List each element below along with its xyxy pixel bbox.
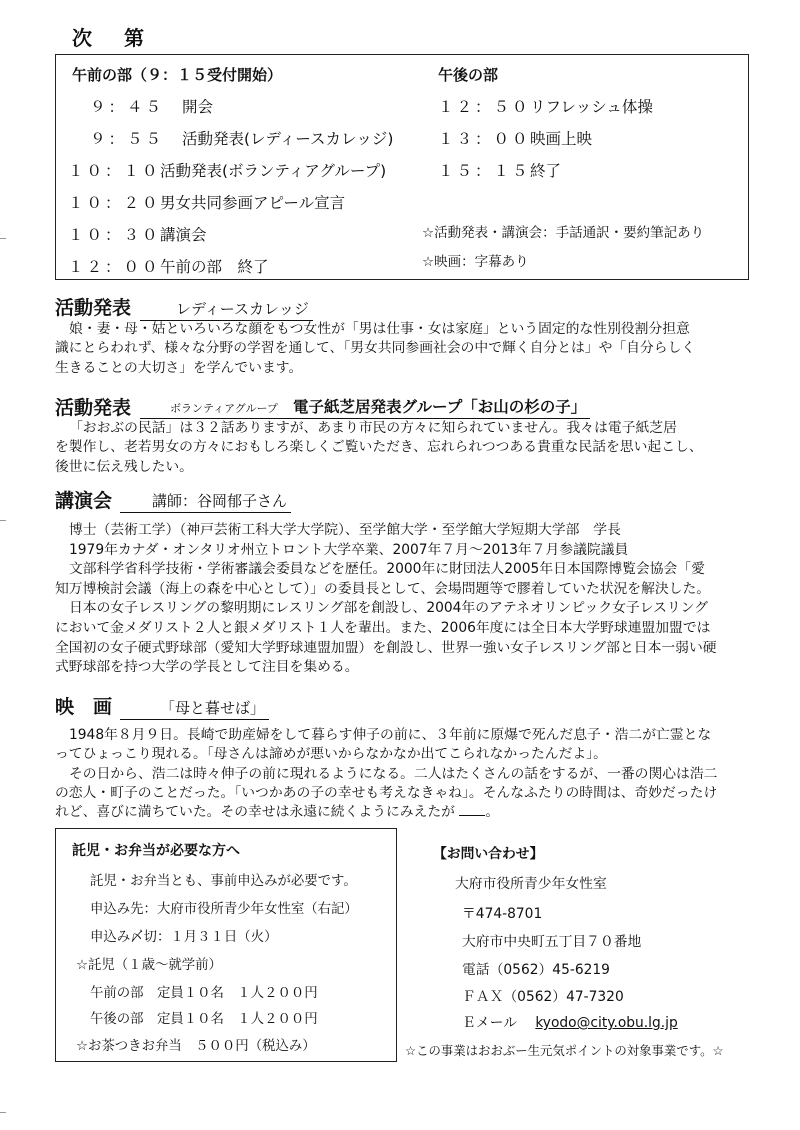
body-line: その日から、浩二は時々伸子の前に現れるようになる。二人はたくさんの話をするが、一番の関心は浩二 xyxy=(69,765,718,782)
section-subtitle: 「母と暮せば」 xyxy=(120,697,269,720)
childcare-line: 申込み〆切：１月３１日（火） xyxy=(90,930,278,945)
section-subtitle: 講師：谷岡郁子さん xyxy=(120,490,291,513)
item-time: １２：００ xyxy=(68,258,161,276)
item-label: 午前の部 終了 xyxy=(160,258,269,276)
morning-item xyxy=(90,127,393,149)
contact-email-row xyxy=(462,1011,678,1031)
contact-fax: ＦＡＸ（0562）47-7320 xyxy=(462,989,624,1005)
body-line: 全国初の女子硬式野球部（愛知大学野球連盟加盟）を創設し、世界一強い女子レスリング部と日本一弱い硬 xyxy=(55,639,717,656)
item-time: １０：１０ xyxy=(68,162,161,180)
edge-mark xyxy=(0,1112,6,1113)
childcare-line: 申込み先：大府市役所青少年女性室（右記） xyxy=(90,902,358,917)
section-body xyxy=(55,320,745,378)
childcare-line: ☆お茶つきお弁当 ５００円（税込み） xyxy=(76,1039,316,1054)
body-line: れど、喜びに満ちていた。その幸せは永遠に続くようにみえたが xyxy=(55,804,455,821)
childcare-line: 午前の部 定員１０名 １人２００円 xyxy=(90,986,318,1001)
body-line: 識にとらわれず、様々な分野の学習を通して、「男女共同参画社会の中で輝く自分とは」や「自分らしく xyxy=(55,340,696,357)
body-line: において金メダリスト２人と銀メダリスト１人を輩出。また、2006年度には全日本大学野球連盟加盟では xyxy=(55,619,711,636)
afternoon-header: 午後の部 xyxy=(438,66,499,84)
morning-item xyxy=(68,159,387,181)
edge-mark xyxy=(0,238,6,239)
body-line: 知万博検討会議（海上の森を中心として）」の委員長として、会場問題等で膠着していた状況を解決した。 xyxy=(55,580,711,597)
item-time: １０：３０ xyxy=(68,226,161,244)
body-line: 「おおぶの民話」は３２話ありますが、あまり市民の方々に知られていません。我々は電子紙芝居 xyxy=(69,420,677,436)
section-heading: 活動発表 xyxy=(55,297,132,319)
childcare-title: 託児・お弁当が必要な方へ xyxy=(72,843,240,859)
section-body xyxy=(55,726,745,822)
morning-item xyxy=(68,191,346,213)
body-line: 生きることの大切さ」を学んでいます。 xyxy=(55,359,303,376)
item-label: 開会 xyxy=(182,98,214,116)
body-line: 1979年カナダ・オンタリオ州立トロント大学卒業、2007年７月～2013年７月参議院議員 xyxy=(69,541,629,558)
section-subtitle-small: ボランティアグループ xyxy=(170,402,278,415)
childcare-line: ☆託児（１歳～就学前） xyxy=(76,958,222,973)
item-label: 活動発表(ボランティアグループ) xyxy=(160,162,387,180)
body-line: を製作し、老若男女の方々におもしろ楽しくご覧いただき、忘れられつつある貴重な民話を思い起こし、 xyxy=(55,439,703,456)
body-line: 1948年８月９日。長崎で助産婦をして暮らす伸子の前に、３年前に原爆で死んだ息子・浩二が亡霊とな xyxy=(69,727,712,743)
item-time: ９：４５ xyxy=(90,98,165,116)
body-line: 日本の女子レスリングの黎明期にレスリング部を創設し、2004年のアテネオリンピック女子レスリング xyxy=(69,600,708,617)
item-label: 終了 xyxy=(530,162,562,180)
body-line: 文部科学省科学技術・学術審議会委員などを歴任。2000年に財団法人2005年日本国際博覧会協会「愛 xyxy=(69,561,705,578)
body-line: 後世に伝え残したい。 xyxy=(55,458,193,475)
schedule-note: ☆映画：字幕あり xyxy=(422,254,529,270)
section-heading: 映 画 xyxy=(55,696,113,718)
section-subtitle-group xyxy=(140,395,590,419)
email-link[interactable]: kyodo@city.obu.lg.jp xyxy=(535,1015,678,1031)
item-time: １３：００ xyxy=(438,130,531,148)
body-line: 博士（芸術工学）（神戸芸術工科大学大学院）、至学館大学・至学館大学短期大学部 学長 xyxy=(69,522,621,538)
body-line: の恋人・町子のことだった。「いつかあの子の幸せも考えなきゃね」。そんなふたりの時間は、奇妙だったけ xyxy=(55,784,718,801)
body-line: ってひょっこり現れる。「母さんは諦めが悪いからなかなか出てこられなかったんだよ」。 xyxy=(55,746,607,763)
item-label: 男女共同参画アピール宣言 xyxy=(160,194,346,212)
morning-item xyxy=(68,223,207,245)
schedule-title: 次 第 xyxy=(72,26,150,50)
childcare-line: 託児・お弁当とも、事前申込みが必要です。 xyxy=(90,874,357,889)
item-label: 活動発表(レディースカレッジ) xyxy=(182,130,394,148)
contact-office: 大府市役所青少年女性室 xyxy=(455,876,607,892)
body-line-last xyxy=(55,803,745,822)
afternoon-item xyxy=(438,127,592,149)
morning-item xyxy=(90,95,213,117)
contact-footer: ☆この事業はおおぶー生元気ポイントの対象事業です。☆ xyxy=(405,1043,724,1058)
contact-title: 【お問い合わせ】 xyxy=(433,846,544,862)
item-time: １５：１５ xyxy=(438,162,531,180)
section-body xyxy=(55,419,745,477)
section-heading: 活動発表 xyxy=(55,397,132,419)
morning-item xyxy=(68,255,269,277)
section-subtitle: レディースカレッジ xyxy=(140,298,313,321)
section-body xyxy=(55,521,745,678)
email-label: Ｅメール xyxy=(462,1015,517,1031)
body-line: 娘・妻・母・姑といろいろな顔をもつ女性が「男は仕事・女は家庭」という固定的な性別役割分担意 xyxy=(69,321,690,337)
morning-header: 午前の部（９：１５受付開始） xyxy=(72,66,283,84)
childcare-line: 午後の部 定員１０名 １人２００円 xyxy=(90,1012,318,1027)
item-label: 映画上映 xyxy=(530,130,593,148)
blank-underline xyxy=(459,815,485,816)
contact-postal: 〒474-8701 xyxy=(462,906,543,922)
section-heading: 講演会 xyxy=(55,490,113,512)
item-label: リフレッシュ体操 xyxy=(530,98,653,116)
body-line-end: 。 xyxy=(485,804,500,821)
afternoon-item xyxy=(438,95,653,117)
contact-address: 大府市中央町五丁目７０番地 xyxy=(462,934,642,950)
edge-mark xyxy=(0,520,6,521)
contact-tel: 電話（0562）45-6219 xyxy=(462,962,610,978)
item-label: 講演会 xyxy=(160,226,207,244)
body-line: 式野球部を持つ大学の学長として注目を集める。 xyxy=(55,659,359,676)
item-time: １２：５０ xyxy=(438,98,531,116)
item-time: １０：２０ xyxy=(68,194,161,212)
afternoon-item xyxy=(438,159,561,181)
schedule-note: ☆活動発表・講演会：手話通訳・要約筆記あり xyxy=(422,225,705,241)
section-subtitle: 電子紙芝居発表グループ「お山の杉の子」 xyxy=(293,398,587,416)
item-time: ９：５５ xyxy=(90,130,165,148)
